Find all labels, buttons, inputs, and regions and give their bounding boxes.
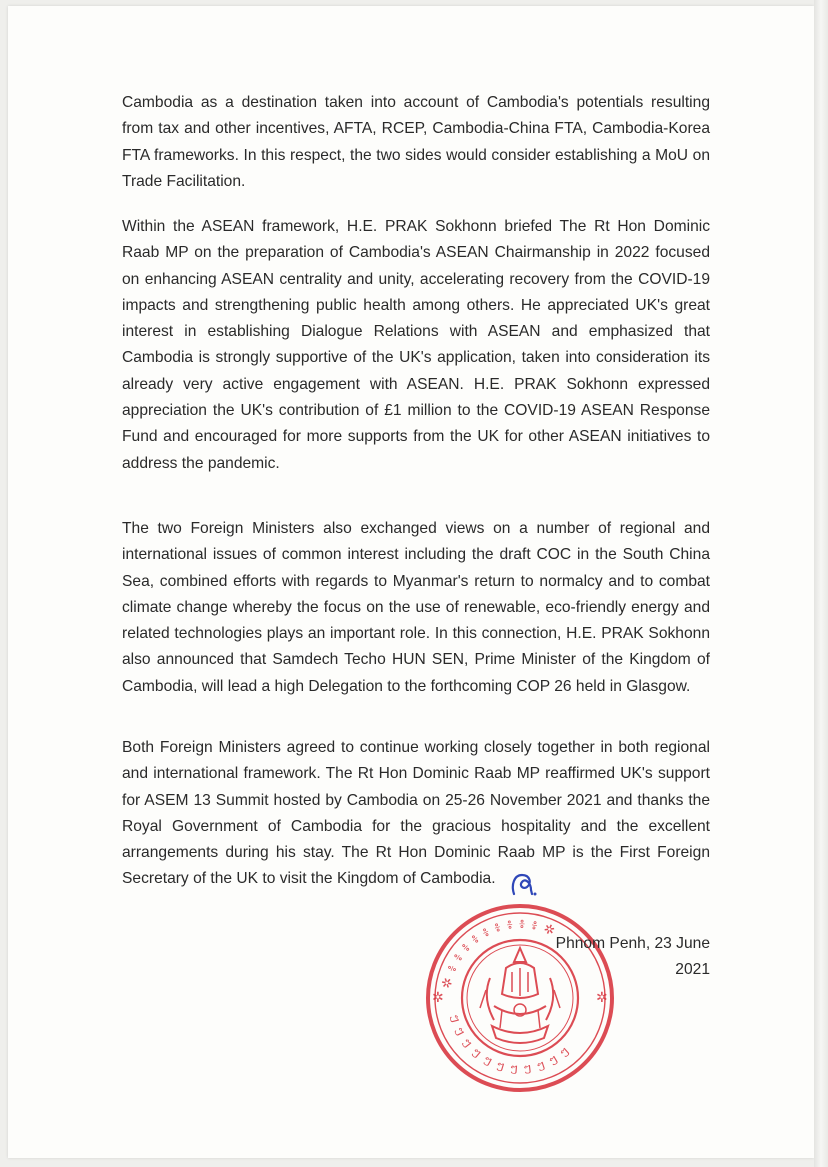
svg-text:✲ ៖ ៖ ៖ ៖ ៖ ៖ ៖ ៖ ៖ ✲: ✲ ៖ ៖ ៖ ៖ ៖ ៖ ៖ ៖ ៖ ✲ bbox=[439, 916, 558, 991]
paragraph-asean-framework: Within the ASEAN framework, H.E. PRAK Sokhonn briefed The Rt Hon Dominic Raab MP on the preparation of Cambodia's ASEAN Chairmanship in 2022 focused on enhancing ASEAN centrality and unity, accelerating recovery from the COVID-19 impacts and strengthening public health among others. He appreciated UK's great interest in establishing Dialogue Relations with ASEAN and emphasized that Cambodia is strongly supportive of the UK's application, taken into consideration its already very active engagement with ASEAN. H.E. PRAK Sokhonn expressed appreciation the UK's contribution of £1 million to the COVID-19 ASEAN Response Fund and encouraged for more supports from the UK for other ASEAN initiatives to address the pandemic. bbox=[122, 218, 710, 472]
svg-text:✲: ✲ bbox=[596, 990, 608, 1006]
paragraph-closing: Both Foreign Ministers agreed to continue working closely together in both regional and international framework. The Rt Hon Dominic Raab MP reaffirmed UK's support for ASEM 13 Summit hosted by Cambodia on 25-26 November 2021 and thanks the Royal Government of Cambodia for the gracious hospitality and the excellent arrangements during his stay. The Rt Hon Dominic Raab MP is the First Foreign Secretary of the UK to visit the Kingdom of Cambodia. bbox=[122, 739, 710, 888]
ministry-seal-icon bbox=[420, 898, 620, 1098]
paragraph-trade-facilitation: Cambodia as a destination taken into account of Cambodia's potentials resulting from tax and other incentives, AFTA, RCEP, Cambodia-China FTA, Cambodia-Korea FTA frameworks. In this respect, the two sides would consider establishing a MoU on Trade Facilitation. bbox=[122, 94, 710, 190]
svg-text:ៗ ៗ ៗ ៗ ៗ ៗ ៗ ៗ ៗ ៗ ៗ: ៗ ៗ ៗ ៗ ៗ ៗ ៗ ៗ ៗ ៗ ៗ bbox=[445, 1012, 575, 1079]
page-edge bbox=[814, 0, 828, 1167]
paragraph-regional-issues: The two Foreign Ministers also exchanged views on a number of regional and international issues of common interest including the draft COC in the South China Sea, combined efforts with regards to Myanmar's return to normalcy and to combat climate change whereby the focus on the use of renewable, eco-friendly energy and related technologies plays an important role. In this connection, H.E. PRAK Sokhonn also announced that Samdech Techo HUN SEN, Prime Minister of the Kingdom of Cambodia, will lead a high Delegation to the forthcoming COP 26 held in Glasgow. bbox=[122, 520, 710, 695]
place-and-date: Phnom Penh, 23 June 2021 bbox=[555, 935, 710, 978]
svg-text:✲: ✲ bbox=[432, 990, 444, 1006]
signature-initial-icon bbox=[508, 871, 538, 899]
